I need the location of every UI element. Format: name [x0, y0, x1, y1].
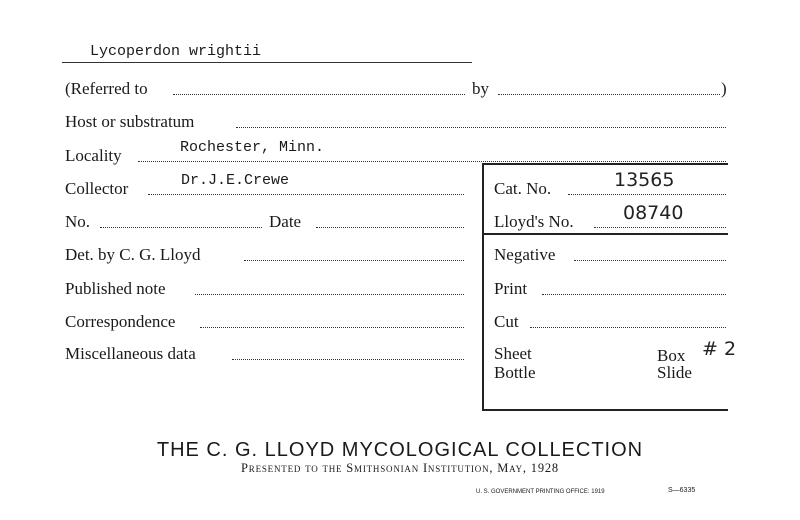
lloyds-no-value: 08740 [623, 202, 684, 224]
referred-to-label: (Referred to [65, 79, 148, 98]
species-name: Lycoperdon wrightii [90, 43, 262, 60]
cut-line [530, 327, 726, 328]
by-line [498, 94, 720, 95]
negative-line [574, 260, 726, 261]
print-label: Print [494, 279, 528, 298]
date-line [316, 227, 464, 228]
locality-value: Rochester, Minn. [180, 139, 325, 156]
host-label: Host or substratum [65, 112, 195, 131]
cat-no-line [568, 194, 726, 195]
right-box-top [482, 163, 728, 165]
box-value: # 2 [702, 338, 737, 360]
collector-label: Collector [65, 179, 129, 198]
misc-label: Miscellaneous data [65, 344, 196, 363]
no-label: No. [65, 212, 91, 231]
print-line [542, 294, 726, 295]
date-label: Date [269, 212, 302, 231]
close-paren: ) [721, 79, 727, 98]
slide-label: Slide [657, 363, 692, 382]
right-box-bottom [482, 409, 728, 411]
collector-value: Dr.J.E.Crewe [181, 172, 290, 189]
published-note-label: Published note [65, 279, 166, 298]
det-by-label: Det. by C. G. Lloyd [65, 245, 201, 264]
right-box-divider [482, 233, 728, 235]
collection-subtitle: Presented to the Smithsonian Institution, May, 1928 [241, 461, 559, 475]
collection-title: THE C. G. LLOYD MYCOLOGICAL COLLECTION [156, 439, 644, 461]
lloyds-no-line [594, 227, 726, 228]
negative-label: Negative [494, 245, 556, 264]
bottle-label: Bottle [494, 363, 536, 382]
no-line [100, 227, 262, 228]
right-box-left [482, 163, 484, 410]
correspondence-label: Correspondence [65, 312, 176, 331]
printing-office-note: U. S. GOVERNMENT PRINTING OFFICE: 1919 [476, 489, 605, 495]
locality-line [138, 161, 726, 162]
box-label: Box [657, 346, 686, 365]
cat-no-label: Cat. No. [494, 179, 552, 198]
host-line [236, 127, 726, 128]
collector-line [148, 194, 464, 195]
det-by-line [244, 260, 464, 261]
cut-label: Cut [494, 312, 519, 331]
species-line [62, 62, 472, 63]
published-note-line [195, 294, 464, 295]
cat-no-value: 13565 [614, 169, 675, 191]
correspondence-line [200, 327, 464, 328]
locality-label: Locality [65, 146, 122, 165]
misc-line [232, 359, 464, 360]
by-label: by [472, 79, 489, 98]
lloyds-no-label: Lloyd's No. [494, 212, 574, 231]
referred-to-line [173, 94, 465, 95]
sheet-label: Sheet [494, 344, 532, 363]
form-number: S—6335 [668, 487, 696, 494]
